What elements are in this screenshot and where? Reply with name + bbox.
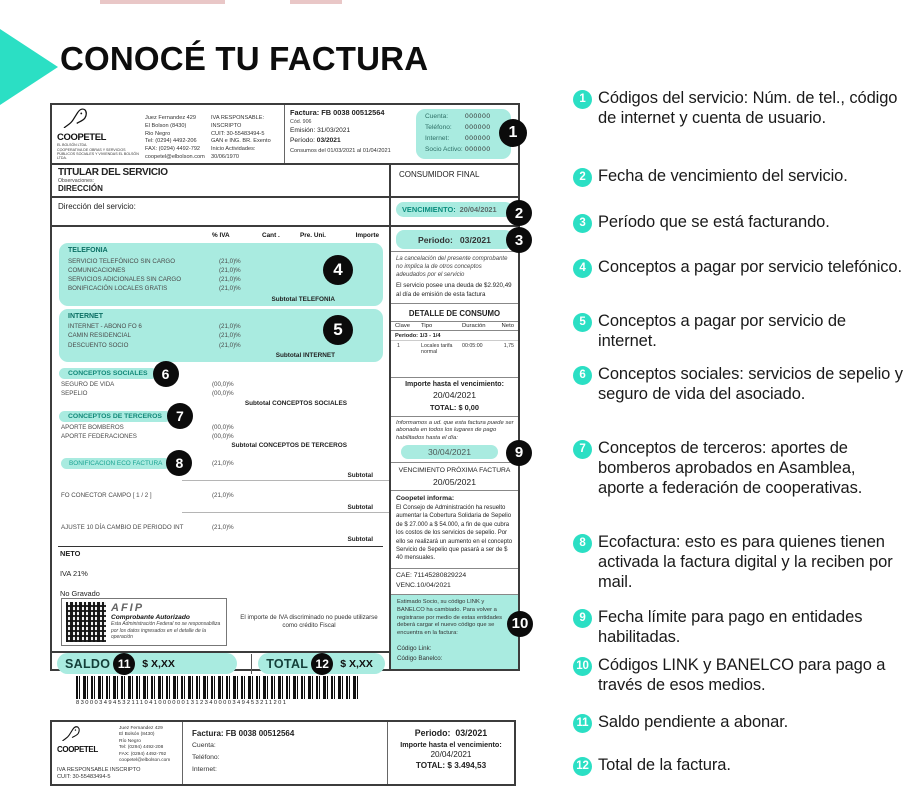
titular-cell xyxy=(52,165,389,196)
callout-item-10 xyxy=(573,655,905,695)
item-name: APORTE FEDERACIONES xyxy=(61,432,137,440)
extra-item-fo-conector xyxy=(52,489,389,513)
item-name: SERVICIOS ADICIONALES SIN CARGO xyxy=(68,276,182,284)
titular-row xyxy=(52,165,518,198)
side-spacer xyxy=(391,357,518,377)
stub-fiscal-info xyxy=(57,767,180,782)
total-value: $ X,XX xyxy=(340,657,373,670)
periodo-value: 03/2021 xyxy=(459,234,491,245)
stub-totals-cell xyxy=(387,722,514,784)
total-label: TOTAL xyxy=(266,656,309,671)
proxima-factura-box xyxy=(391,463,518,491)
item-iva: (00,0)% xyxy=(212,381,234,389)
invoice-number-block xyxy=(284,105,412,163)
det-tipo: Locales tarifa normal xyxy=(421,343,453,355)
title-arrow-icon xyxy=(0,29,58,105)
extra-row xyxy=(52,489,389,501)
periodo-pill xyxy=(396,230,513,249)
subtotal-ecofactura: Subtotal xyxy=(182,469,389,481)
no-gravado-label: No Gravado xyxy=(60,589,100,599)
cae-box xyxy=(391,568,518,595)
afip-logo: AFIP xyxy=(111,602,145,615)
account-value: 000000 xyxy=(465,113,491,121)
top-red-mark-right xyxy=(290,0,342,4)
cae-vencimiento: VENC.10/04/2021 xyxy=(396,582,451,590)
callout-item-12 xyxy=(573,755,905,775)
callout-number-7: 7 xyxy=(573,440,592,459)
subtotal-internet: Subtotal INTERNET xyxy=(275,352,335,360)
stub-logo-cell xyxy=(52,722,182,784)
item-iva: (21,0)% xyxy=(212,523,234,531)
callout-badge-1: 1 xyxy=(499,119,527,147)
saldo-divider xyxy=(251,654,252,674)
callout-text: Códigos del servicio: Núm. de tel., código de internet y cuenta de usuario. xyxy=(598,89,898,128)
item-iva: (00,0)% xyxy=(212,432,234,440)
callout-number-5: 5 xyxy=(573,313,592,332)
item-name: APORTE BOMBEROS xyxy=(61,423,124,431)
terceros-title: CONCEPTOS DE TERCEROS xyxy=(59,411,171,422)
vencimiento-pill xyxy=(396,202,513,217)
account-label: Socio Activo: xyxy=(425,145,463,153)
extra-row xyxy=(52,455,389,472)
address-line: FAX: (0294) 4492-792 xyxy=(119,751,167,757)
stub-importe-fecha: 20/04/2021 xyxy=(430,750,472,759)
telefonia-title: TELEFONIA xyxy=(68,247,108,254)
direccion-servicio: Dirección del servicio: xyxy=(58,202,136,211)
callout-text: Total de la factura. xyxy=(598,756,731,774)
account-row xyxy=(425,145,502,156)
invoice-stub xyxy=(50,720,516,786)
callout-number-10: 10 xyxy=(573,657,592,676)
callout-number-6: 6 xyxy=(573,366,592,385)
emision-label: Emisión: xyxy=(290,127,316,135)
callout-text: Conceptos de terceros: aportes de bomberos aprobados en Asamblea, aporte a federación de cooperativas. xyxy=(598,439,863,498)
cae-number: CAE: 71145280829224 xyxy=(396,571,467,579)
fiscal-line: CUIT: 30-55483494-5 xyxy=(211,130,265,137)
brand-name: COOPETEL xyxy=(57,132,107,143)
titular-title: TITULAR DEL SERVICIO xyxy=(58,167,168,178)
sociales-rows xyxy=(52,380,389,399)
item-iva: (21,0)% xyxy=(212,459,234,467)
account-codes-cell xyxy=(412,105,518,163)
emision-value: 31/03/2021 xyxy=(317,127,351,135)
callout-text: Códigos LINK y BANELCO para pago a través de esos medios. xyxy=(598,656,886,695)
col-cant: Cant . xyxy=(262,232,280,239)
stub-invoice-number: Factura: FB 0038 00512564 xyxy=(192,729,295,738)
callout-badge-2: 2 xyxy=(506,200,532,226)
importe-total xyxy=(393,403,516,412)
informamos-note: Informamos a ud. que esta factura puede ser abonada en todos los lugares de pago habilitados hasta el día: xyxy=(396,419,514,441)
proxima-label: VENCIMIENTO PRÓXIMA FACTURA xyxy=(398,466,511,474)
periodo-label: Período: xyxy=(290,136,315,144)
item-row xyxy=(61,389,389,398)
address-line: El Bolsón (8430) xyxy=(119,732,155,738)
fecha-limite-row xyxy=(391,444,524,463)
callout-badge-8: 8 xyxy=(166,450,192,476)
callout-badge-5: 5 xyxy=(323,315,353,345)
item-name: SEGURO DE VIDA xyxy=(61,381,115,389)
item-name: SEPELIO xyxy=(61,390,88,398)
callout-item-3 xyxy=(573,212,905,232)
account-row xyxy=(425,123,502,134)
extra-item-ajuste xyxy=(52,521,389,544)
subtotal-ajuste: Subtotal xyxy=(347,536,373,544)
col-iva: % IVA xyxy=(212,232,230,239)
callout-badge-11: 11 xyxy=(113,653,135,675)
qr-code-icon xyxy=(66,602,106,642)
coopetel-logo xyxy=(57,108,141,161)
section-terceros-header xyxy=(59,408,389,425)
account-row xyxy=(425,134,502,145)
col-preuni: Pre. Uni. xyxy=(300,232,326,239)
brand-name: COOPETEL xyxy=(57,745,98,754)
item-iva: (21,0)% xyxy=(219,257,241,265)
det-col-clave: Clave xyxy=(395,323,411,329)
fecha-limite-pill: 30/04/2021 xyxy=(401,445,498,459)
callout-item-5 xyxy=(573,311,905,351)
callout-item-1 xyxy=(573,88,905,128)
callout-text: Conceptos sociales: servicios de sepelio y seguro de vida del asociado. xyxy=(598,365,903,404)
det-col-duracion: Duración xyxy=(462,323,486,329)
consumidor-final: CONSUMIDOR FINAL xyxy=(399,170,480,179)
det-clave: 1 xyxy=(397,343,400,349)
coopetel-informa-box xyxy=(391,491,518,568)
address-line: Tel: (0294) 4492-208 xyxy=(119,745,164,751)
link-banelco-text: Estimado Socio, su código LINK y BANELCO ha cambiado. Para volver a registrarse por medio de estas entidades deberá cargar el nuevo código que se encuentra en la factura: xyxy=(397,598,503,637)
fiscal-line: GAN e ING. BR. Exento xyxy=(211,138,271,145)
callout-text: Saldo pendiente a abonar. xyxy=(598,713,789,731)
callout-number-4: 4 xyxy=(573,259,592,278)
item-iva: (21,0)% xyxy=(219,323,241,331)
callout-badge-9: 9 xyxy=(506,440,532,466)
extra-name-cell xyxy=(61,455,212,472)
codigo-banelco-label: Código Banelco: xyxy=(397,655,443,663)
neto-label: NETO xyxy=(58,546,383,558)
item-row xyxy=(61,432,389,441)
periodo-value: 03/2021 xyxy=(316,136,341,144)
afip-text-block xyxy=(111,602,222,642)
stub-address xyxy=(119,726,170,767)
subtotal-terceros: Subtotal CONCEPTOS DE TERCEROS xyxy=(231,442,347,450)
callout-number-1: 1 xyxy=(573,90,592,109)
det-neto: 1,75 xyxy=(503,343,514,349)
callout-item-9 xyxy=(573,607,905,647)
terceros-rows xyxy=(52,423,389,442)
invoice-body xyxy=(52,227,529,707)
invoice-fiscal-info xyxy=(211,108,282,161)
coopetel-logo-small xyxy=(57,726,115,767)
detalle-consumo-title: DETALLE DE CONSUMO xyxy=(408,309,501,318)
sociales-title: CONCEPTOS SOCIALES xyxy=(59,368,157,379)
page-title: CONOCÉ TU FACTURA xyxy=(60,40,429,77)
account-row xyxy=(425,112,502,123)
cancelacion-note: La cancelación del presente comprobante no implica la de otros conceptos adeudados por el servicio xyxy=(396,256,508,279)
item-iva: (21,0)% xyxy=(219,266,241,274)
callout-item-2 xyxy=(573,166,905,186)
callout-text: Período que se está facturando. xyxy=(598,213,830,231)
vencimiento-value: 20/04/2021 xyxy=(459,205,497,214)
stub-periodo-label: Periodo: xyxy=(414,728,451,738)
importe-vencimiento-box xyxy=(391,377,518,417)
det-duracion: 00:05:00 xyxy=(462,343,483,349)
item-name: INTERNET - ABONO FO 6 xyxy=(68,323,142,331)
col-spacer xyxy=(60,232,212,239)
saldo-total-row xyxy=(52,651,389,674)
item-name: CAMIN RESIDENCIAL xyxy=(68,332,131,340)
address-line: El Bolson (8430) xyxy=(145,122,187,129)
stub-internet-label: Internet: xyxy=(192,765,217,773)
address-line: coopetel@elbolson.com xyxy=(119,758,171,764)
importe-label: Importe hasta el vencimiento: xyxy=(405,380,504,388)
emision-line xyxy=(290,126,407,136)
callout-badge-6: 6 xyxy=(153,361,179,387)
invoice-sample xyxy=(50,103,529,707)
callout-badge-3: 3 xyxy=(506,227,532,253)
fiscal-line: IVA RESPONSABLE INSCRIPTO xyxy=(57,766,141,773)
callout-number-12: 12 xyxy=(573,757,592,776)
extra-item-ecofactura xyxy=(52,457,389,481)
item-iva: (00,0)% xyxy=(212,390,234,398)
item-row xyxy=(61,380,389,389)
internet-title: INTERNET xyxy=(68,312,103,320)
subtotal-telefonia: Subtotal TELEFONIA xyxy=(271,295,335,303)
link-banelco-box xyxy=(391,595,529,669)
consumidor-cell xyxy=(389,165,518,196)
det-col-neto: Neto xyxy=(501,323,514,329)
address-line: Juez Fernandez 429 xyxy=(119,726,163,731)
observaciones-label: Observaciones: xyxy=(58,178,95,184)
proxima-fecha: 20/05/2021 xyxy=(432,476,476,487)
account-value: 000000 xyxy=(465,135,491,142)
item-name: DESCUENTO SOCIO xyxy=(68,341,129,349)
callout-text: Ecofactura: esto es para quienes tienen activada la factura digital y la reciben por mail. xyxy=(598,533,893,592)
link-codes xyxy=(397,644,512,665)
deuda-note: El servicio posee una deuda de $2.920,49 al día de emisión de esta factura xyxy=(391,280,518,304)
account-label: Teléfono: xyxy=(425,124,452,132)
saldo-value: $ X,XX xyxy=(142,657,175,670)
callout-badge-7: 7 xyxy=(167,403,193,429)
account-value: 000000 xyxy=(465,124,491,132)
invoice-code: Cód. 906 xyxy=(290,118,312,125)
col-importe: Importe xyxy=(355,232,379,239)
item-name: SERVICIO TELEFÓNICO SIN CARGO xyxy=(68,257,176,265)
extra-name: AJUSTE 10 DÍA CAMBIO DE PERIODO INT xyxy=(61,523,184,531)
callout-text: Conceptos a pagar por servicio telefónico. xyxy=(598,258,902,276)
subtotal-sociales: Subtotal CONCEPTOS SOCIALES xyxy=(244,399,347,407)
callout-text: Fecha límite para pago en entidades habilitadas. xyxy=(598,608,863,647)
brand-subtitle: EL BOLSÓN LTDA. xyxy=(57,142,88,147)
vencimiento-label: VENCIMIENTO: xyxy=(402,205,456,214)
callout-number-2: 2 xyxy=(573,168,592,187)
account-label: Internet: xyxy=(425,135,450,142)
periodo-row xyxy=(391,227,524,252)
items-table-header xyxy=(52,229,389,242)
vencimiento-cell xyxy=(389,198,524,225)
afip-disclaimer: Esta Administración Federal no se responsabiliza por los datos ingresados en el detalle de la operación xyxy=(111,621,221,641)
coop-line: COOPERATIVA DE OBRAS Y SERVICIOS PÚBLICOS SOCIALES Y VIVIENDAS EL BOLSÓN LTDA. xyxy=(57,147,139,161)
extra-row xyxy=(52,521,389,533)
item-name: COMUNICACIONES xyxy=(68,266,126,274)
address-line: coopetel@elbolson.com xyxy=(145,154,205,161)
item-name: BONIFICACIÓN LOCALES GRATIS xyxy=(68,285,168,293)
extra-name: FO CONECTOR CAMPO [ 1 / 2 ] xyxy=(61,491,152,499)
fiscal-line: CUIT: 30-55483494-5 xyxy=(57,774,111,781)
fiscal-line: IVA RESPONSABLE: INSCRIPTO xyxy=(211,115,265,129)
address-line: Tel: (0294) 4492-206 xyxy=(145,138,197,145)
importe-fecha: 20/04/2021 xyxy=(432,389,476,400)
iva-fiscal-note: El importe de IVA discriminado no puede utilizarse como crédito Fiscal xyxy=(240,613,378,630)
horse-head-icon xyxy=(57,726,83,741)
account-value: 000000 xyxy=(465,145,491,153)
address-line: Río Negro xyxy=(119,738,141,744)
callout-item-11 xyxy=(573,712,905,732)
direccion-title: DIRECCIÓN xyxy=(58,184,103,193)
ecofactura-pill: BONIFICACION ECO FACTURA xyxy=(61,458,170,469)
item-iva: (21,0)% xyxy=(219,276,241,284)
item-iva: (21,0)% xyxy=(219,341,241,349)
periodo-line xyxy=(290,136,407,146)
invoice-address xyxy=(145,108,207,161)
saldo-label: SALDO xyxy=(65,656,111,671)
stub-invoice-cell xyxy=(182,722,387,784)
fiscal-line: Inicio Actividades: 30/06/1970 xyxy=(211,146,256,161)
address-line: Juez Fernandez 429 xyxy=(145,115,196,121)
callout-item-6 xyxy=(573,364,905,404)
iva-21-label: IVA 21% xyxy=(60,569,88,579)
stub-importe-label: Importe hasta el vencimiento: xyxy=(400,740,502,749)
callout-item-4 xyxy=(573,257,905,277)
address-line: Rio Negro xyxy=(145,130,171,137)
codigo-link-label: Código Link: xyxy=(397,644,432,652)
invoice-logo-cell xyxy=(52,105,284,163)
barcode-icon xyxy=(76,676,358,699)
callout-number-11: 11 xyxy=(573,714,592,733)
item-iva: (21,0)% xyxy=(219,285,241,293)
stub-telefono-label: Teléfono: xyxy=(192,753,220,761)
item-row xyxy=(68,284,383,293)
callout-badge-4: 4 xyxy=(323,255,353,285)
stub-periodo xyxy=(392,728,510,738)
consumos-line: Consumos del 01/03/2021 al 01/04/2021 xyxy=(290,147,391,154)
callout-badge-12: 12 xyxy=(311,653,333,675)
comprobante-autorizado: Comprobante Autorizado xyxy=(111,614,190,622)
section-sociales-header xyxy=(59,365,389,382)
address-line: FAX: (0294) 4492-792 xyxy=(145,146,201,153)
saldo-pill xyxy=(57,653,237,674)
stub-total-label: TOTAL: xyxy=(415,761,446,770)
side-panel xyxy=(389,227,529,669)
line-items-column xyxy=(52,227,389,707)
importe-total-label: TOTAL: xyxy=(429,402,457,412)
callout-number-3: 3 xyxy=(573,214,592,233)
item-iva: (21,0)% xyxy=(219,332,241,340)
subtotal-fo-conector: Subtotal xyxy=(182,501,389,513)
afip-frame xyxy=(61,598,227,646)
direccion-row xyxy=(52,198,524,227)
account-label: Cuenta: xyxy=(425,113,449,121)
callout-item-8 xyxy=(573,532,905,592)
item-iva: (21,0)% xyxy=(212,491,234,499)
det-col-tipo: Tipo xyxy=(421,323,433,329)
stub-cuenta-label: Cuenta: xyxy=(192,742,216,749)
horse-head-icon xyxy=(57,108,91,128)
item-iva: (00,0)% xyxy=(212,423,234,431)
stub-periodo-value: 03/2021 xyxy=(455,728,488,738)
invoice-number: Factura: FB 0038 00512564 xyxy=(290,108,385,117)
callout-number-8: 8 xyxy=(573,534,592,553)
detalle-table-header xyxy=(391,321,518,331)
total-pill xyxy=(258,653,385,674)
account-codes-box xyxy=(416,109,511,159)
afip-section xyxy=(52,598,389,651)
detalle-data-row xyxy=(391,341,518,357)
callout-text: Fecha de vencimiento del servicio. xyxy=(598,167,848,185)
stub-total-value: $ 3.494,53 xyxy=(447,761,487,770)
detalle-periodo: Periodo: 1/3 - 1/4 xyxy=(391,331,518,341)
callout-item-7 xyxy=(573,438,905,498)
informa-title: Coopetel informa: xyxy=(396,494,455,502)
barcode-number: 8300034945321110410000001312340000349453211201 xyxy=(76,700,288,707)
stub-logo-row xyxy=(57,726,180,767)
importe-total-value: $ 0,00 xyxy=(458,402,480,412)
callout-number-9: 9 xyxy=(573,609,592,628)
periodo-label: Periodo: xyxy=(418,234,453,245)
informa-text: El Consejo de Administración ha resuelto aumentar la Cobertura Solidaria de Sepelio de $ 27.000 a $ 54.000, a fin de que cubra los costos de los servicios de sepelio. Por ello se realizará un aumento en el concepto Servicio de Sepelio que pasará a ser de $ 40 mensuales. xyxy=(396,505,513,562)
item-row xyxy=(61,423,389,432)
barcode-section xyxy=(52,674,389,708)
callout-badge-10: 10 xyxy=(507,611,533,637)
invoice-header xyxy=(52,105,518,165)
stub-total xyxy=(392,761,510,770)
callout-text: Conceptos a pagar por servicio de internet. xyxy=(598,312,847,351)
top-red-mark-left xyxy=(100,0,225,4)
